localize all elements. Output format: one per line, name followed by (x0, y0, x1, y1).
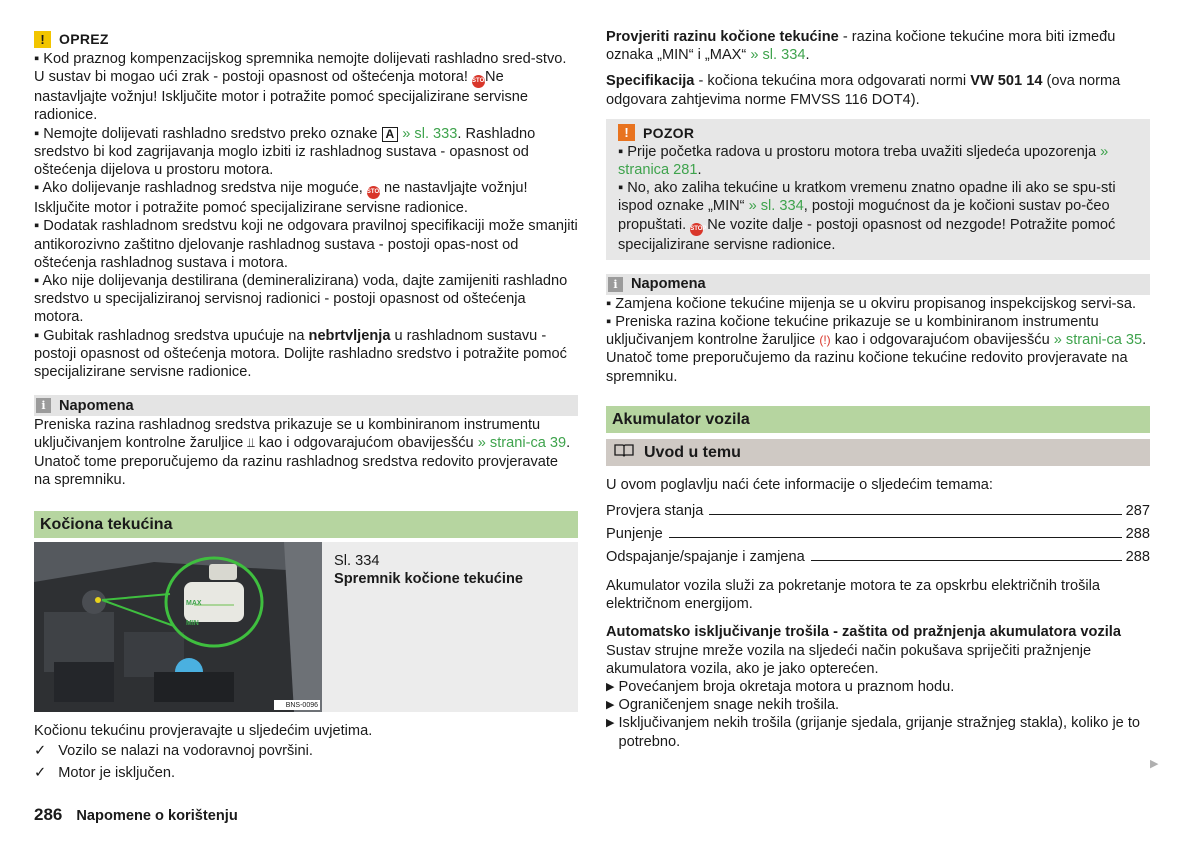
note-text-part: kao i odgovarajućom obavijesšću (254, 435, 478, 452)
subsection-title (606, 439, 1150, 466)
warning-paragraph (34, 327, 578, 382)
check-level-bold: Provjeriti razinu kočione tekućine (606, 29, 839, 45)
warning-text: Ne nastavljajte vožnju! Isključite motor i potražite pomoć specijalizirane servisne radionice. (34, 69, 528, 124)
pozor-text: Ne vozite dalje - postoji opasnost od nezgode! Potražite pomoć specijalizirane servisne radionice. (618, 216, 1116, 253)
toc-item[interactable] (606, 502, 1150, 525)
figure-caption-box (322, 542, 578, 712)
spec-body: - kočiona tekućina mora odgovarati normi (694, 73, 971, 90)
engine-illustration (34, 542, 322, 712)
toc-page: 288 (1125, 526, 1150, 543)
warning-header (34, 28, 578, 50)
info-icon: i (36, 398, 51, 413)
note-header (34, 395, 578, 416)
auto-text: Sustav strujne mreže vozila na sljedeći način pokušava spriječiti pražnjenje akumulatora vozila, ako je jako opterećen. (606, 642, 1092, 677)
toc-list (606, 502, 1150, 571)
note-text-part: ▪ Preniska razina kočione tekućine prikazuje se u kombiniranom instrumentu uključivanjem kontrolne žaruljice (606, 314, 1099, 349)
right-column (606, 28, 1150, 751)
toc-page: 287 (1125, 503, 1150, 520)
intro-text: Kočionu tekućinu provjeravajte u sljedećim uvjetima. (34, 723, 373, 740)
pozor-text: ▪ Prije početka radova u prostoru motora treba uvažiti sljedeća upozorenja (618, 143, 1101, 160)
coolant-warning-icon: ⫫ (247, 435, 255, 451)
warning-text: ▪ Gubitak rashladnog sredstva upućuje na (34, 327, 309, 344)
pozor-paragraph (618, 179, 1138, 254)
triangle-bullet-icon: ▶ (606, 681, 615, 694)
toc-page: 288 (1125, 549, 1150, 566)
figure-code: BNS-0096 (285, 702, 318, 710)
figure (34, 542, 578, 712)
bullet-item (606, 714, 1150, 750)
check-level-body: - razina kočione tekućine mora biti između oznaka „MIN“ i „MAX“ (606, 29, 1116, 64)
warning-text: . Rashladno sredstvo bi kod zagrijavanja moglo izbiti iz rashladnog sustava - opasnost od oštećenja dijelova u prostoru motora. (34, 125, 536, 179)
check-item (34, 762, 578, 784)
left-column (34, 28, 578, 784)
continue-arrow-icon: ▶ (1150, 758, 1159, 770)
spec-bold: Specifikacija (606, 73, 695, 90)
warning-bold: nebrtvljenja (308, 327, 391, 344)
checkmark-icon: ✓ (34, 765, 47, 782)
note-text-part: Preniska razina rashladnog sredstva prikazuje se u kombiniranom instrumentu uključivanjem kontrolne žaruljice (34, 417, 541, 452)
max-label: MAX (186, 600, 202, 608)
checkmark-icon: ✓ (34, 743, 47, 760)
bullet-item (606, 678, 1150, 696)
page-number: 286 (34, 805, 63, 824)
toc-leader (669, 537, 1122, 538)
section-title: Kočiona tekućina (34, 511, 578, 538)
stop-icon: STOP (367, 186, 380, 199)
spec-body: (ova norma odgovara zahtjevima norme FMVSS 116 DOT4). (606, 73, 1121, 108)
subsection-label: Uvod u temu (644, 443, 741, 461)
toc-leader (709, 514, 1121, 515)
warning-text: ne nastavljajte vožnju! Isključite motor i potražite pomoć specijalizirane servisne radionice. (34, 180, 528, 217)
pozor-box (606, 119, 1150, 260)
triangle-bullet-icon: ▶ (606, 699, 615, 712)
triangle-bullet-icon: ▶ (606, 717, 615, 730)
check-text: Motor je isključen. (58, 765, 176, 782)
note-title: Napomena (59, 397, 134, 414)
stop-icon: STOP (690, 223, 703, 236)
auto-heading: Automatsko isključivanje trošila - zaštita od pražnjenja akumulatora vozila (606, 624, 1121, 641)
note-paragraph (606, 313, 1150, 386)
figure-link[interactable]: » sl. 334 (750, 47, 806, 64)
exclamation-icon: ! (34, 31, 51, 48)
stop-icon: STOP (472, 75, 485, 88)
note-box (34, 395, 578, 489)
bullet-text: Povećanjem broja okretaja motora u praznom hodu. (618, 679, 955, 696)
brake-fluid-reservoir-image (34, 542, 322, 712)
toc-item[interactable] (606, 525, 1150, 548)
note-text-part: . Unatoč tome preporučujemo da razinu kočione tekućine redovito provjeravate na spremniku. (606, 332, 1147, 385)
exclamation-icon: ! (618, 124, 635, 141)
warning-paragraph (34, 179, 578, 217)
book-icon (614, 439, 634, 466)
check-item (34, 740, 578, 762)
note-text (34, 416, 578, 489)
toc-leader (811, 560, 1122, 561)
toc-label: Odspajanje/spajanje i zamjena (606, 549, 805, 566)
pozor-text: , postoji mogućnost da je kočioni sustav po-čeo propuštati. (618, 198, 1110, 233)
warning-text: ▪ Kod praznog kompenzacijskog spremnika nemojte dolijevati rashladno sred-stvo. U sustav bi mogao ući zrak - postoji opasnost od oštećenja motora! (34, 51, 567, 86)
bullet-item (606, 696, 1150, 714)
warning-paragraph (34, 50, 578, 125)
spec-text (606, 72, 1150, 108)
warning-title: OPREZ (59, 30, 109, 47)
pozor-header (618, 123, 1138, 143)
toc-label: Punjenje (606, 526, 663, 543)
figure-link[interactable]: » sl. 333 (402, 125, 458, 142)
page-link[interactable]: » stranica 281 (618, 143, 1109, 179)
check-text: Vozilo se nalazi na vodoravnoj površini. (58, 743, 313, 760)
pozor-text: ▪ No, ako zaliha tekućine u kratkom vremenu znatno opadne ili ako se spu-sti ispod oznake „MIN“ (618, 180, 1116, 215)
warning-text: u rashladnom sustavu - postoji opasnost od oštećenja motora. Dolijte rashladno sredstvo i potražite pomoć specijalizirane servisne radionice. (34, 327, 567, 381)
warning-box (34, 28, 578, 381)
note-header (606, 274, 1150, 295)
note-text-part: kao i odgovarajućom obavijesšću (830, 332, 1054, 349)
spec-norm: VW 501 14 (970, 73, 1043, 90)
toc-label: Provjera stanja (606, 503, 704, 520)
figure-caption: Spremnik kočione tekućine (334, 571, 523, 588)
toc-intro: U ovom poglavlju naći ćete informacije o sljedećim temama: (606, 476, 993, 493)
battery-text: Akumulator vozila služi za pokretanje motora te za opskrbu električnih trošila električnom energijom. (606, 578, 1100, 613)
pozor-paragraph: ▪ Prije početka radova u prostoru motora treba uvažiti sljedeća upozorenja » stranica 281. (618, 143, 1109, 179)
note-box (606, 274, 1150, 386)
pozor-title: POZOR (643, 124, 695, 141)
warning-paragraph: ▪ Ako nije dolijevanja destilirana (demineralizirana) voda, dajte zamijeniti rashladno sredstvo u specijaliziranoj servisnoj radionici - postoji opasnost od oštećenja motora. (34, 273, 568, 326)
page-link[interactable]: » strani-ca 39 (477, 435, 567, 452)
section-title: Akumulator vozila (606, 406, 1150, 433)
page-link[interactable]: » strani-ca 35 (1053, 332, 1143, 349)
note-title: Napomena (631, 276, 706, 293)
warning-paragraph: ▪ Dodatak rashladnom sredstvu koji ne odgovara pravilnoj specifikaciji može smanjiti antikorozivno zaštitno djelovanje rashladnog sustava - postoji opas-nost od oštećenja rashladnog sustava i motora. (34, 218, 578, 271)
warning-text: ▪ Ako dolijevanje rashladnog sredstva nije moguće, (34, 180, 367, 197)
check-level-text: Provjeriti razinu kočione tekućine - razina kočione tekućine mora biti između oznaka „MIN“ i „MAX“ » sl. 334. (606, 29, 1116, 64)
note-paragraph: ▪ Zamjena kočione tekućine mijenja se u okviru propisanog inspekcijskog servi-sa. (606, 295, 1136, 312)
info-icon: i (608, 277, 623, 292)
chapter-title: Napomene o korištenju (76, 808, 238, 824)
warning-paragraph (34, 125, 578, 180)
toc-item[interactable] (606, 548, 1150, 571)
marker-letter: A (382, 127, 399, 142)
brake-warning-icon: (!) (819, 333, 831, 348)
bullet-text: Ograničenjem snage nekih trošila. (618, 697, 840, 714)
page-footer (34, 806, 238, 825)
bullet-text: Isključivanjem nekih trošila (grijanje sjedala, grijanje stražnjeg stakla), koliko je to potrebno. (618, 715, 1141, 750)
figure-link[interactable]: » sl. 334 (748, 198, 804, 215)
min-label: MIN (186, 620, 199, 628)
note-text-part: . Unatoč tome preporučujemo da razinu rashladnog sredstva redovito provjeravate na spremniku. (34, 435, 571, 488)
figure-label: Sl. 334 (334, 553, 380, 570)
warning-text: ▪ Nemojte dolijevati rashladno sredstvo preko oznake (34, 125, 382, 142)
